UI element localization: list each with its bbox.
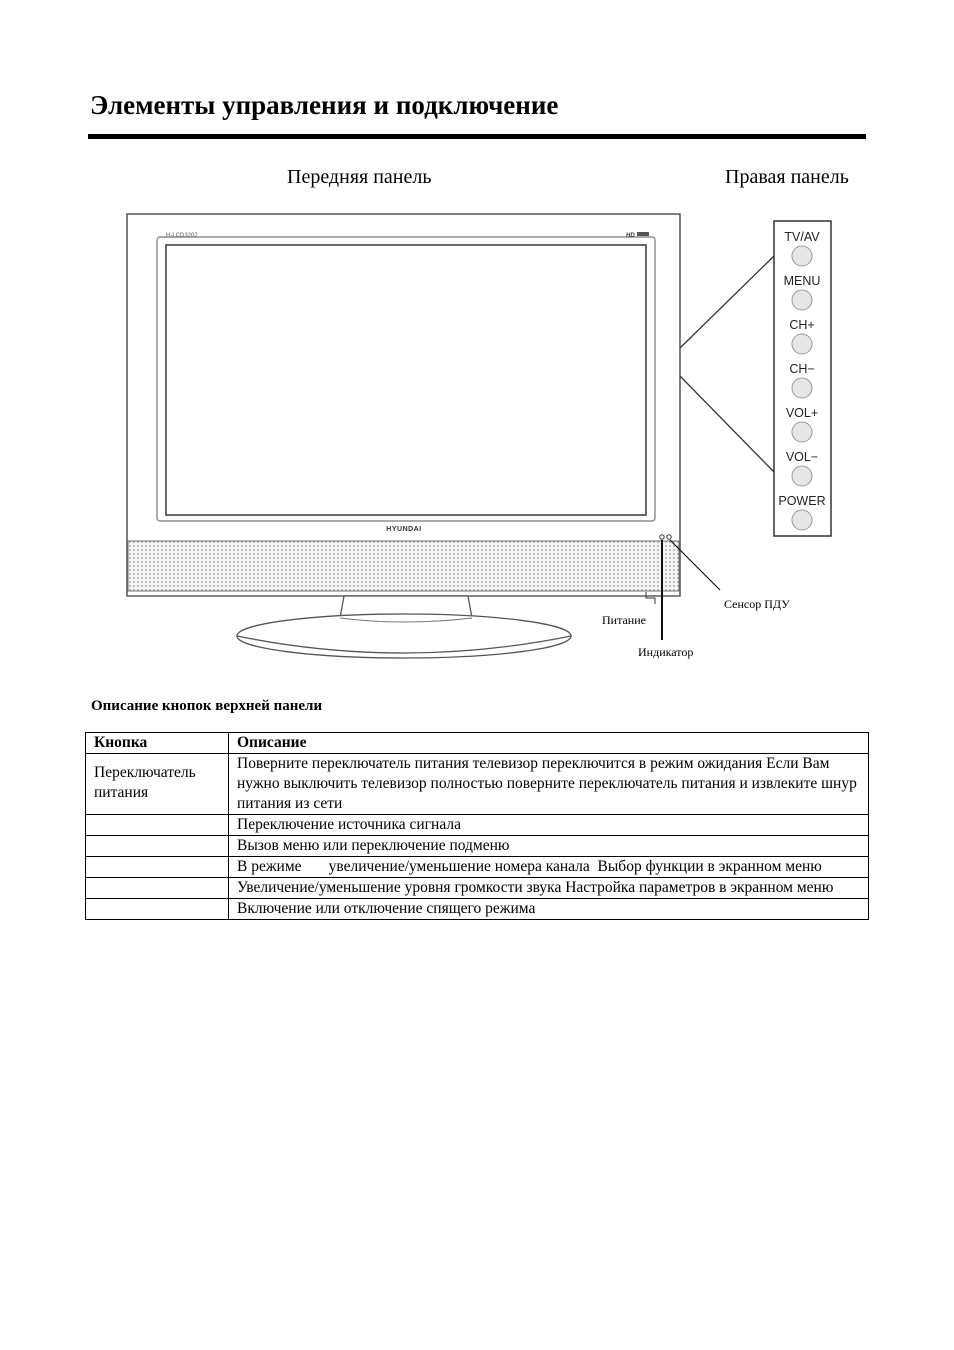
section-heading: Описание кнопок верхней панели [91, 698, 323, 714]
remote-sensor-callout-label: Сенсор ПДУ [724, 597, 790, 611]
table-header-row [86, 733, 869, 754]
side-button-tvav [792, 246, 812, 266]
row-button: Переключатель питания [86, 754, 229, 815]
side-button-ch [792, 334, 812, 354]
side-button-label: MENU [783, 274, 821, 288]
speaker-grille [128, 541, 679, 591]
table-row [86, 899, 869, 920]
side-button-vol [792, 466, 812, 486]
side-button-menu [792, 290, 812, 310]
power-callout-label: Питание [602, 613, 646, 627]
brand-label: HYUNDAI [386, 526, 422, 533]
right-panel-leader-bottom [680, 376, 774, 472]
right-panel-label: Правая панель [725, 166, 849, 188]
row-button [86, 878, 229, 899]
tv-stand [237, 596, 571, 658]
model-label: H-LCD3202 [166, 233, 198, 239]
header-description: Описание [229, 733, 869, 754]
row-description: Переключение источника сигнала [229, 815, 869, 836]
row-button [86, 836, 229, 857]
row-description: Вызов меню или переключение подменю [229, 836, 869, 857]
row-description: Поверните переключатель питания телевизор переключится в режим ожидания Если Вам нужно выключить телевизор полностью поверните переключатель питания и извлеките шнур питания из сети [229, 754, 869, 815]
table-row [86, 815, 869, 836]
row-description: Увеличение/уменьшение уровня громкости звука Настройка параметров в экранном меню [229, 878, 869, 899]
side-button-power [792, 510, 812, 530]
side-button-label: CH− [789, 362, 815, 376]
header-button: Кнопка [86, 733, 229, 754]
row-description: В режиме увеличение/уменьшение номера канала Выбор функции в экранном меню [229, 857, 869, 878]
svg-text:HD: HD [626, 233, 635, 239]
right-panel-leader-top [680, 256, 774, 348]
side-button-label: POWER [778, 494, 826, 508]
row-button [86, 857, 229, 878]
table-row [86, 857, 869, 878]
table-row [86, 836, 869, 857]
front-panel-label: Передняя панель [287, 166, 432, 188]
row-description: Включение или отключение спящего режима [229, 899, 869, 920]
indicator-callout-label: Индикатор [638, 645, 694, 659]
side-button-label: TV/AV [784, 230, 820, 244]
side-button-vol [792, 422, 812, 442]
power-indicator-dot [660, 535, 664, 539]
table-row [86, 878, 869, 899]
tv-front-panel [127, 214, 680, 596]
row-button [86, 815, 229, 836]
table-row [86, 754, 869, 815]
side-button-label: VOL− [785, 450, 819, 464]
side-button-label: CH+ [789, 318, 815, 332]
side-button-label: VOL+ [785, 406, 819, 420]
side-button-ch [792, 378, 812, 398]
page-title: Элементы управления и подключение [90, 90, 559, 120]
row-button [86, 899, 229, 920]
buttons-table [85, 732, 869, 920]
remote-sensor-dot [667, 535, 671, 539]
